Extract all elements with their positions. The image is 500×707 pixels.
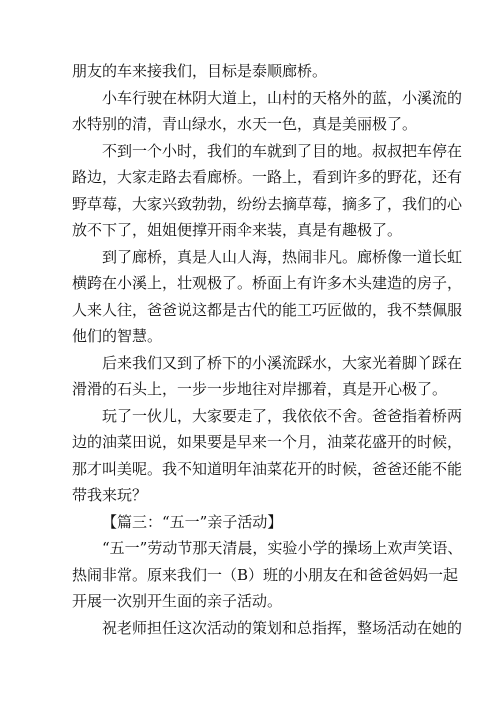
text-line: 放不下了，姐姐便撑开雨伞来装，真是有趣极了。	[72, 221, 403, 239]
document-body	[72, 58, 463, 641]
text-line: 带我来玩？	[72, 486, 148, 504]
text-line: 朋友的车来接我们，目标是泰顺廊桥。	[72, 62, 328, 80]
text-line: 人来人往，爸爸说这都是古代的能工巧匠做的，我不禁佩服	[72, 300, 463, 319]
text-line: 滑滑的石头上，一步一步地往对岸挪着，真是开心极了。	[72, 380, 448, 398]
text-line: 小车行驶在林阴大道上，山村的天格外的蓝，小溪流的	[102, 88, 463, 107]
text-line: 开展一次别开生面的亲子活动。	[72, 592, 283, 610]
text-line: 热闹非常。原来我们一（B）班的小朋友在和爸爸妈妈一起	[72, 565, 459, 584]
text-line: 横跨在小溪上，壮观极了。桥面上有许多木头建造的房子，	[72, 274, 463, 292]
text-line: 玩了一伙儿，大家要走了，我依依不舍。爸爸指着桥两	[102, 406, 463, 425]
text-line: 野草莓，大家兴致勃勃，纷纷去摘草莓，摘多了，我们的心	[72, 194, 463, 213]
text-line: 路边，大家走路去看廊桥。一路上，看到许多的野花，还有	[72, 168, 463, 186]
text-line: 祝老师担任这次活动的策划和总指挥，整场活动在她的	[102, 618, 463, 637]
text-line: 那才叫美呢。我不知道明年油菜花开的时候，爸爸还能不能	[72, 459, 463, 478]
text-line: “五一”劳动节那天清晨，实验小学的操场上欢声笑语、	[102, 539, 463, 557]
text-line: 后来我们又到了桥下的小溪流踩水，大家光着脚丫踩在	[102, 353, 463, 372]
section-heading: 【篇三：“五一”亲子活动】	[102, 512, 283, 531]
text-line: 不到一个小时，我们的车就到了目的地。叔叔把车停在	[102, 141, 463, 160]
text-line: 他们的智慧。	[72, 327, 163, 345]
text-line: 水特别的清，青山绿水，水天一色，真是美丽极了。	[72, 115, 418, 133]
text-line: 边的油菜田说，如果要是早来一个月，油菜花盛开的时候，	[72, 433, 463, 451]
text-line: 到了廊桥，真是人山人海，热闹非凡。廊桥像一道长虹	[102, 247, 463, 266]
